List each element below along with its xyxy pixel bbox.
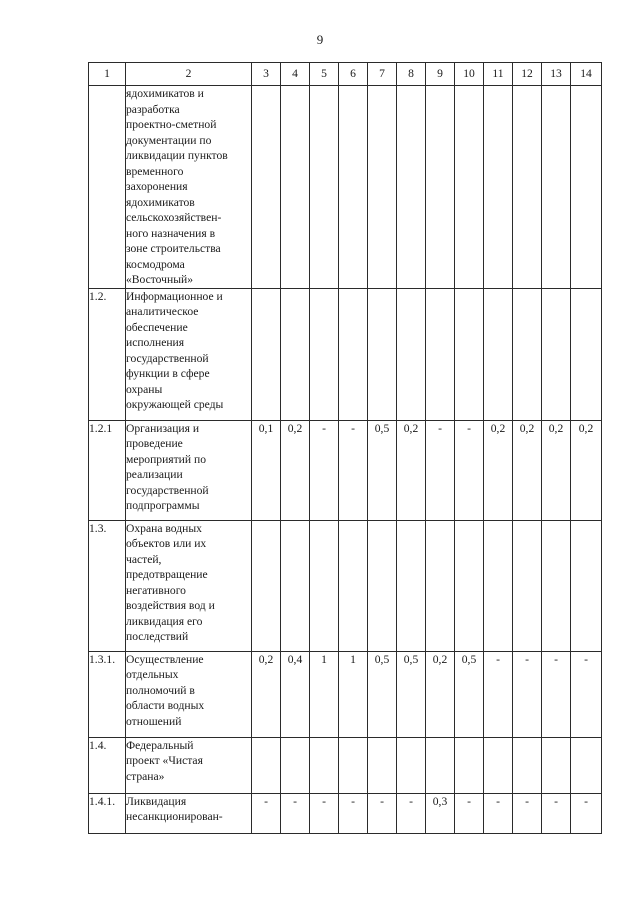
value-cell [484,737,513,793]
value-cell: 0,2 [571,420,602,520]
value-cell: 0,1 [252,420,281,520]
value-cell: - [542,651,571,737]
description-line: документации по [126,133,212,147]
description-line: ного назначения в [126,226,216,240]
column-header: 7 [368,63,397,86]
value-cell: 0,2 [397,420,426,520]
value-cell: - [513,793,542,833]
value-cell [426,737,455,793]
column-header: 1 [89,63,126,86]
value-cell [281,737,310,793]
value-cell [426,288,455,420]
value-cell [484,520,513,651]
description-line: проект «Чистая [126,754,203,767]
value-cell [571,86,602,289]
value-cell [397,520,426,651]
column-header: 6 [339,63,368,86]
description-line: негативного [126,583,186,597]
description-line: ликвидации пунктов [126,149,228,162]
page-number: 9 [316,32,324,47]
column-header: 5 [310,63,339,86]
value-cell: 0,2 [542,420,571,520]
value-cell: - [310,420,339,520]
column-header: 4 [281,63,310,86]
description-line: сельскохозяйствен- [126,211,222,224]
value-cell: - [484,793,513,833]
column-header: 3 [252,63,281,86]
description-line: предотвращение [126,568,208,581]
value-cell [542,520,571,651]
value-cell [310,288,339,420]
value-cell: 0,3 [426,793,455,833]
description-line: Ликвидация [126,794,187,808]
value-cell: 0,5 [455,651,484,737]
description-line: космодрома [126,257,185,271]
value-cell: - [426,420,455,520]
description-line: Информационное и [126,289,223,303]
description-line: области водных [126,699,205,712]
value-cell: 0,5 [368,420,397,520]
row-description [126,793,252,833]
value-cell [281,288,310,420]
row-number [89,86,126,289]
value-cell: 0,2 [252,651,281,737]
row-description [126,520,252,651]
value-cell: 0,2 [281,420,310,520]
row-description [126,651,252,737]
value-cell: 0,2 [513,420,542,520]
value-cell [426,520,455,651]
value-cell [397,737,426,793]
description-line: проектно-сметной [126,118,217,131]
value-cell [252,86,281,289]
value-cell: 0,4 [281,651,310,737]
value-cell: 0,5 [397,651,426,737]
table-row [89,793,602,833]
description-line: подпрограммы [126,499,200,512]
description-line: Охрана водных [126,521,202,535]
value-cell [571,520,602,651]
value-cell [455,520,484,651]
value-cell [455,86,484,289]
column-header: 9 [426,63,455,86]
value-cell [513,737,542,793]
value-cell: - [339,793,368,833]
value-cell: - [571,793,602,833]
table-row [89,420,602,520]
row-number: 1.4.1. [89,793,126,833]
description-line: функции в сфере [126,367,210,380]
description-line: Федеральный [126,738,194,752]
value-cell [455,288,484,420]
value-cell [484,86,513,289]
value-cell: 0,5 [368,651,397,737]
description-line: ядохимикатов [126,195,195,209]
value-cell [339,288,368,420]
header-row [89,63,602,86]
row-number: 1.2. [89,288,126,420]
value-cell [310,520,339,651]
value-cell [455,737,484,793]
value-cell: - [455,420,484,520]
value-cell [513,86,542,289]
description-line: частей, [126,552,162,566]
column-header: 11 [484,63,513,86]
value-cell [252,288,281,420]
value-cell: - [484,651,513,737]
description-line: последствий [126,630,189,643]
column-header: 2 [126,63,252,86]
row-description [126,737,252,793]
table-row [89,737,602,793]
value-cell [368,737,397,793]
value-cell [310,737,339,793]
description-line: охраны [126,382,163,396]
value-cell: 0,2 [484,420,513,520]
description-line: временного [126,164,184,178]
value-cell: 0,2 [426,651,455,737]
table-row [89,651,602,737]
description-line: проведение [126,437,183,450]
value-cell: - [571,651,602,737]
value-cell [484,288,513,420]
value-cell: - [513,651,542,737]
value-cell [571,288,602,420]
row-number: 1.3.1. [89,651,126,737]
description-line: Организация и [126,421,200,435]
description-line: мероприятий по [126,452,206,466]
description-line: государственной [126,351,209,365]
row-number: 1.2.1 [89,420,126,520]
description-line: объектов или их [126,537,207,550]
value-cell [426,86,455,289]
description-line: обеспечение [126,320,188,334]
value-cell: - [252,793,281,833]
description-line: полномочий в [126,683,195,697]
value-cell: - [368,793,397,833]
value-cell [252,737,281,793]
table-body [89,86,602,834]
value-cell: - [397,793,426,833]
value-cell: - [281,793,310,833]
value-cell [542,288,571,420]
description-line: аналитическое [126,305,199,318]
description-line: отношений [126,714,182,728]
table-row [89,520,602,651]
value-cell [339,737,368,793]
description-line: окружающей среды [126,398,224,411]
value-cell [368,86,397,289]
description-line: исполнения [126,336,185,349]
column-header: 14 [571,63,602,86]
description-line: отдельных [126,668,179,681]
value-cell [339,520,368,651]
value-cell [571,737,602,793]
table-row [89,288,602,420]
value-cell [310,86,339,289]
value-cell [339,86,368,289]
value-cell [513,288,542,420]
value-cell: 1 [310,651,339,737]
value-cell [281,86,310,289]
description-line: Осуществление [126,652,204,666]
description-line: разработка [126,102,180,116]
row-description [126,288,252,420]
description-line: ядохимикатов и [126,87,204,100]
program-table [88,62,602,834]
column-header: 12 [513,63,542,86]
value-cell [542,86,571,289]
row-description [126,420,252,520]
value-cell: - [310,793,339,833]
value-cell [252,520,281,651]
description-line: воздействия вод и [126,599,215,612]
value-cell: - [542,793,571,833]
column-header: 13 [542,63,571,86]
description-line: ликвидация его [126,614,203,628]
description-line: государственной [126,483,209,497]
value-cell [281,520,310,651]
value-cell [368,288,397,420]
row-number: 1.4. [89,737,126,793]
value-cell [542,737,571,793]
description-line: «Восточный» [126,273,193,286]
value-cell [397,86,426,289]
table-row [89,86,602,289]
column-header: 10 [455,63,484,86]
value-cell: - [339,420,368,520]
description-line: реализации [126,468,183,481]
description-line: страна» [126,769,165,783]
row-number: 1.3. [89,520,126,651]
description-line: захоронения [126,180,188,193]
value-cell [397,288,426,420]
description-line: несанкционирован- [126,810,223,823]
description-line: зоне строительства [126,242,221,255]
row-description [126,86,252,289]
value-cell [513,520,542,651]
value-cell [368,520,397,651]
value-cell: - [455,793,484,833]
column-header: 8 [397,63,426,86]
value-cell: 1 [339,651,368,737]
